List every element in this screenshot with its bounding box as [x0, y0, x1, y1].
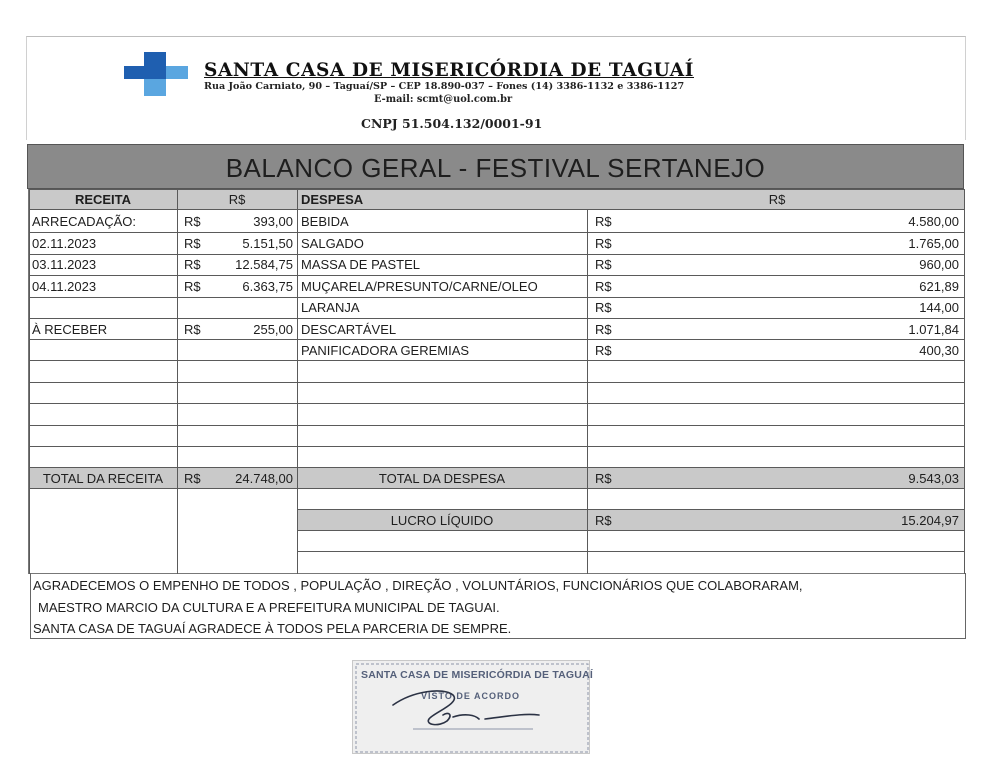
receita-row-label: ARRECADAÇÃO:: [32, 214, 137, 229]
acknowledgement-line: MAESTRO MARCIO DA CULTURA E A PREFEITURA MUNICIPAL DE TAGUAI.: [38, 600, 500, 615]
despesa-header: DESPESA: [301, 192, 364, 207]
despesa-row-currency: R$: [595, 300, 612, 315]
total-receita-currency: R$: [184, 471, 201, 486]
approval-stamp: [352, 660, 593, 754]
receita-row-value: 5.151,50: [242, 236, 293, 251]
org-cnpj: CNPJ 51.504.132/0001-91: [361, 116, 543, 131]
despesa-row-currency: R$: [595, 257, 612, 272]
receita-row-label: À RECEBER: [32, 322, 108, 337]
stamp-subtitle: VISTO DE ACORDO: [421, 691, 521, 701]
receita-row-value: 6.363,75: [242, 279, 293, 294]
lucro-currency: R$: [595, 513, 612, 528]
despesa-row-value: 144,00: [919, 300, 959, 315]
balance-table: [28, 189, 965, 574]
receita-row-value: 12.584,75: [235, 257, 293, 272]
receita-row-currency: R$: [184, 257, 201, 272]
despesa-row-value: 1.765,00: [908, 236, 959, 251]
despesa-row-currency: R$: [595, 279, 612, 294]
santa-casa-cross-logo: [124, 52, 188, 96]
total-receita-value: 24.748,00: [235, 471, 293, 486]
despesa-row-label: MASSA DE PASTEL: [301, 257, 420, 272]
receita-row-label: 04.11.2023: [32, 279, 97, 294]
lucro-label: LUCRO LÍQUIDO: [390, 513, 494, 528]
receita-row-currency: R$: [184, 214, 201, 229]
receita-row-value: 393,00: [253, 214, 293, 229]
receita-row-label: 02.11.2023: [32, 236, 97, 251]
despesa-row-currency: R$: [595, 236, 612, 251]
despesa-row-label: PANIFICADORA GEREMIAS: [301, 343, 470, 358]
despesa-row-currency: R$: [595, 343, 612, 358]
despesa-row-label: LARANJA: [301, 300, 360, 315]
receita-row-currency: R$: [184, 322, 201, 337]
receita-currency-header: R$: [228, 192, 246, 207]
receita-row-label: 03.11.2023: [32, 257, 97, 272]
despesa-row-value: 4.580,00: [908, 214, 959, 229]
total-despesa-currency: R$: [595, 471, 612, 486]
despesa-row-value: 960,00: [919, 257, 959, 272]
signature-icon: [353, 661, 591, 755]
receita-row-currency: R$: [184, 236, 201, 251]
lucro-value: 15.204,97: [901, 513, 959, 528]
despesa-row-currency: R$: [595, 322, 612, 337]
receita-header: RECEITA: [74, 192, 132, 207]
receita-row-currency: R$: [184, 279, 201, 294]
despesa-row-value: 400,30: [919, 343, 959, 358]
despesa-row-value: 621,89: [919, 279, 959, 294]
total-despesa-value: 9.543,03: [908, 471, 959, 486]
despesa-row-label: SALGADO: [301, 236, 364, 251]
stamp-title: SANTA CASA DE MISERICÓRDIA DE TAGUAÍ: [361, 669, 593, 681]
total-despesa-label: TOTAL DA DESPESA: [378, 471, 506, 486]
acknowledgement-line: SANTA CASA DE TAGUAÍ AGRADECE À TODOS PELA PARCERIA DE SEMPRE.: [33, 621, 512, 636]
org-address: Rua João Carniato, 90 – Taguaí/SP – CEP 18.890-037 – Fones (14) 3386-1132 e 3386-1127: [204, 81, 685, 92]
report-title: BALANCO GERAL - FESTIVAL SERTANEJO: [225, 153, 766, 183]
report-title-bar: [27, 144, 964, 189]
despesa-row-value: 1.071,84: [908, 322, 959, 337]
despesa-row-currency: R$: [595, 214, 612, 229]
despesa-row-label: DESCARTÁVEL: [301, 322, 397, 337]
total-receita-label: TOTAL DA RECEITA: [42, 471, 164, 486]
org-email: E-mail: scmt@uol.com.br: [374, 94, 513, 105]
despesa-currency-header: R$: [768, 192, 786, 207]
despesa-row-label: MUÇARELA/PRESUNTO/CARNE/OLEO: [301, 279, 538, 294]
acknowledgement-line: AGRADECEMOS O EMPENHO DE TODOS , POPULAÇÃO , DIREÇÃO , VOLUNTÁRIOS, FUNCIONÁRIOS QUE COLABORARAM,: [33, 578, 803, 593]
receita-row-value: 255,00: [253, 322, 293, 337]
org-name: SANTA CASA DE MISERICÓRDIA DE TAGUAÍ: [204, 60, 694, 81]
despesa-row-label: BEBIDA: [301, 214, 349, 229]
